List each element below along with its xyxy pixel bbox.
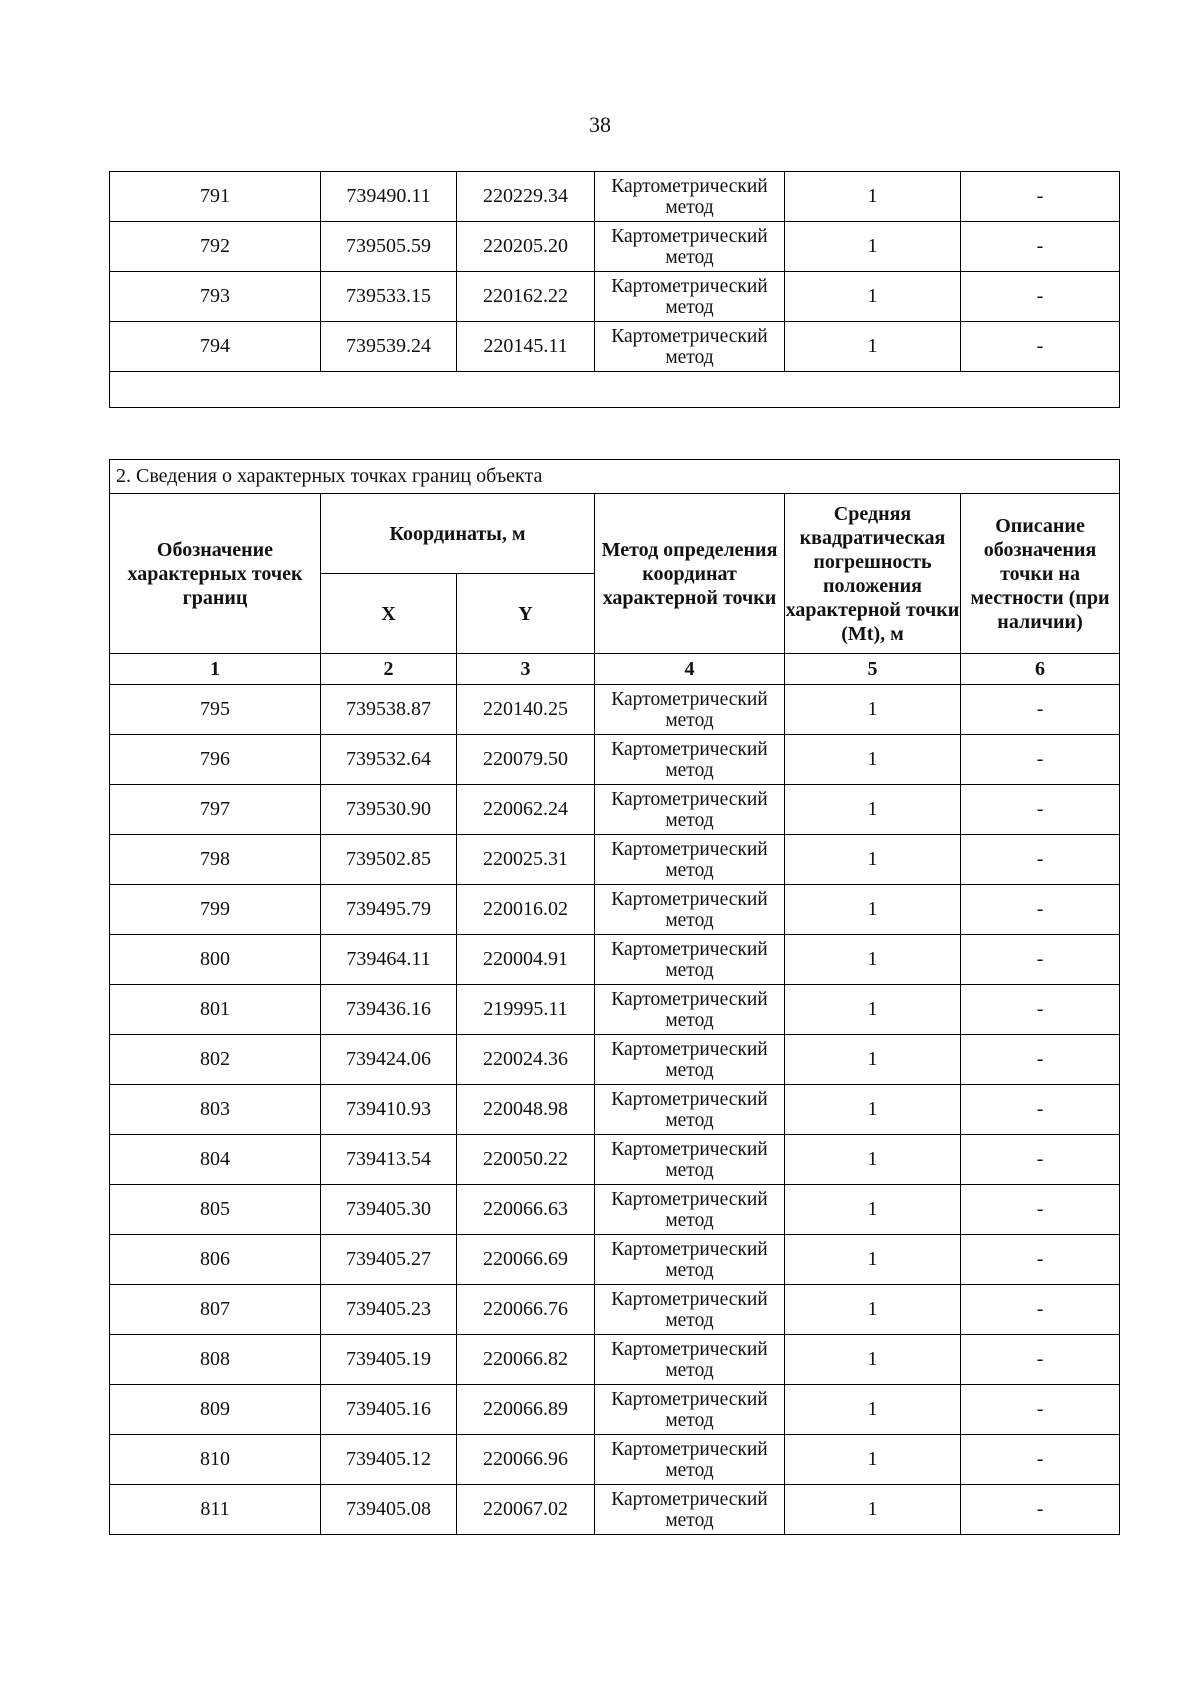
point-cell: 793: [110, 272, 321, 322]
description-cell: -: [961, 172, 1120, 222]
column-number: 6: [961, 654, 1120, 685]
x-coordinate-cell: 739464.11: [321, 935, 457, 985]
method-text: Картометрический: [611, 1088, 768, 1110]
table-row: [110, 1335, 1120, 1385]
method-text: метод: [665, 1059, 714, 1081]
method-cell: [595, 172, 785, 222]
y-coordinate-cell: 220024.36: [457, 1035, 595, 1085]
description-cell: -: [961, 735, 1120, 785]
x-coordinate-cell: 739495.79: [321, 885, 457, 935]
error-cell: 1: [785, 1185, 961, 1235]
table-row: [110, 1435, 1120, 1485]
table-caption: 2. Сведения о характерных точках границ объекта: [110, 460, 1120, 494]
method-text: метод: [665, 759, 714, 781]
method-text: Картометрический: [611, 1388, 768, 1410]
y-coordinate-cell: 220079.50: [457, 735, 595, 785]
description-cell: -: [961, 1385, 1120, 1435]
method-cell: [595, 1435, 785, 1485]
table-row: [110, 1035, 1120, 1085]
error-cell: 1: [785, 172, 961, 222]
y-coordinate-cell: 220205.20: [457, 222, 595, 272]
method-cell: [595, 272, 785, 322]
point-cell: 792: [110, 222, 321, 272]
x-coordinate-cell: 739436.16: [321, 985, 457, 1035]
method-text: метод: [665, 809, 714, 831]
y-coordinate-cell: 220016.02: [457, 885, 595, 935]
method-text: метод: [665, 959, 714, 981]
page-number: 38: [589, 112, 611, 137]
description-cell: -: [961, 1435, 1120, 1485]
method-text: Картометрический: [611, 275, 768, 297]
method-cell: [595, 835, 785, 885]
method-cell: [595, 1235, 785, 1285]
error-cell: 1: [785, 1035, 961, 1085]
column-number: 5: [785, 654, 961, 685]
point-cell: 807: [110, 1285, 321, 1335]
x-coordinate-cell: 739502.85: [321, 835, 457, 885]
x-coordinate-cell: 739530.90: [321, 785, 457, 835]
boundary-points-table-body: [110, 685, 1120, 1535]
boundary-points-table: [109, 459, 1120, 1535]
table-row: [110, 1135, 1120, 1185]
table-row: [110, 835, 1120, 885]
table-row: [110, 885, 1120, 935]
description-cell: -: [961, 1235, 1120, 1285]
point-cell: 805: [110, 1185, 321, 1235]
column-number: 4: [595, 654, 785, 685]
y-coordinate-cell: 220066.96: [457, 1435, 595, 1485]
error-cell: 1: [785, 985, 961, 1035]
method-text: метод: [665, 1359, 714, 1381]
description-cell: -: [961, 1285, 1120, 1335]
method-text: Картометрический: [611, 1038, 768, 1060]
method-text: Картометрический: [611, 888, 768, 910]
point-cell: 806: [110, 1235, 321, 1285]
method-text: метод: [665, 859, 714, 881]
method-text: Картометрический: [611, 788, 768, 810]
description-cell: -: [961, 685, 1120, 735]
error-cell: 1: [785, 1385, 961, 1435]
y-coordinate-cell: 220066.69: [457, 1235, 595, 1285]
method-text: Картометрический: [611, 1488, 768, 1510]
method-cell: [595, 1085, 785, 1135]
y-coordinate-cell: 219995.11: [457, 985, 595, 1035]
table-row: [110, 985, 1120, 1035]
y-coordinate-cell: 220162.22: [457, 272, 595, 322]
error-cell: 1: [785, 785, 961, 835]
point-cell: 796: [110, 735, 321, 785]
method-text: метод: [665, 1409, 714, 1431]
column-number: 1: [110, 654, 321, 685]
description-cell: -: [961, 785, 1120, 835]
y-coordinate-cell: 220066.63: [457, 1185, 595, 1235]
method-text: метод: [665, 1109, 714, 1131]
description-cell: -: [961, 935, 1120, 985]
method-text: метод: [665, 1209, 714, 1231]
method-cell: [595, 1185, 785, 1235]
method-cell: [595, 885, 785, 935]
method-text: метод: [665, 246, 714, 268]
error-cell: 1: [785, 1335, 961, 1385]
error-cell: 1: [785, 322, 961, 372]
x-coordinate-cell: 739532.64: [321, 735, 457, 785]
table-row: [110, 785, 1120, 835]
y-coordinate-cell: 220066.82: [457, 1335, 595, 1385]
point-cell: 797: [110, 785, 321, 835]
x-coordinate-cell: 739405.19: [321, 1335, 457, 1385]
description-cell: -: [961, 1135, 1120, 1185]
method-text: Картометрический: [611, 688, 768, 710]
method-text: Картометрический: [611, 1438, 768, 1460]
y-coordinate-cell: 220062.24: [457, 785, 595, 835]
table-row: [110, 172, 1120, 222]
y-coordinate-cell: 220050.22: [457, 1135, 595, 1185]
error-cell: 1: [785, 735, 961, 785]
method-text: Картометрический: [611, 1338, 768, 1360]
y-coordinate-cell: 220066.89: [457, 1385, 595, 1435]
table-row: [110, 1285, 1120, 1335]
description-cell: -: [961, 1185, 1120, 1235]
description-cell: -: [961, 272, 1120, 322]
point-cell: 798: [110, 835, 321, 885]
x-coordinate-cell: 739538.87: [321, 685, 457, 735]
method-cell: [595, 1335, 785, 1385]
table-row: [110, 222, 1120, 272]
column-number-row: [110, 654, 1120, 685]
x-coordinate-cell: 739539.24: [321, 322, 457, 372]
error-cell: 1: [785, 1435, 961, 1485]
method-text: метод: [665, 1509, 714, 1531]
table-caption-row: [110, 460, 1120, 494]
method-text: метод: [665, 1309, 714, 1331]
x-coordinate-cell: 739405.23: [321, 1285, 457, 1335]
method-text: метод: [665, 909, 714, 931]
method-text: Картометрический: [611, 838, 768, 860]
method-cell: [595, 685, 785, 735]
point-cell: 804: [110, 1135, 321, 1185]
table-row: [110, 735, 1120, 785]
table-row: [110, 1235, 1120, 1285]
point-cell: 791: [110, 172, 321, 222]
point-cell: 799: [110, 885, 321, 935]
column-number: 3: [457, 654, 595, 685]
error-cell: 1: [785, 1135, 961, 1185]
method-text: Картометрический: [611, 1138, 768, 1160]
column-number: 2: [321, 654, 457, 685]
header-method: Метод определения координат характерной точки: [595, 494, 785, 654]
method-text: метод: [665, 1009, 714, 1031]
description-cell: -: [961, 885, 1120, 935]
description-cell: -: [961, 1485, 1120, 1535]
method-cell: [595, 1285, 785, 1335]
x-coordinate-cell: 739413.54: [321, 1135, 457, 1185]
method-cell: [595, 1385, 785, 1435]
x-coordinate-cell: 739405.08: [321, 1485, 457, 1535]
y-coordinate-cell: 220025.31: [457, 835, 595, 885]
method-text: метод: [665, 346, 714, 368]
x-coordinate-cell: 739410.93: [321, 1085, 457, 1135]
y-coordinate-cell: 220140.25: [457, 685, 595, 735]
header-row-1: [110, 494, 1120, 574]
error-cell: 1: [785, 835, 961, 885]
error-cell: 1: [785, 222, 961, 272]
y-coordinate-cell: 220229.34: [457, 172, 595, 222]
table-row: [110, 1485, 1120, 1535]
method-text: метод: [665, 196, 714, 218]
x-coordinate-cell: 739505.59: [321, 222, 457, 272]
point-cell: 803: [110, 1085, 321, 1135]
method-cell: [595, 222, 785, 272]
method-text: Картометрический: [611, 225, 768, 247]
point-cell: 808: [110, 1335, 321, 1385]
error-cell: 1: [785, 1085, 961, 1135]
x-coordinate-cell: 739405.16: [321, 1385, 457, 1435]
header-description: Описание обозначения точки на местности (при наличии): [961, 494, 1120, 654]
point-cell: 801: [110, 985, 321, 1035]
description-cell: -: [961, 1035, 1120, 1085]
table-row: [110, 935, 1120, 985]
table-row: [110, 1085, 1120, 1135]
table-row: [110, 1385, 1120, 1435]
error-cell: 1: [785, 1235, 961, 1285]
method-text: Картометрический: [611, 1238, 768, 1260]
header-x: X: [321, 574, 457, 654]
method-cell: [595, 985, 785, 1035]
table-row: [110, 272, 1120, 322]
table-row: [110, 685, 1120, 735]
error-cell: 1: [785, 272, 961, 322]
table-row: [110, 1185, 1120, 1235]
method-cell: [595, 1485, 785, 1535]
method-cell: [595, 935, 785, 985]
blank-row: [110, 372, 1120, 408]
y-coordinate-cell: 220066.76: [457, 1285, 595, 1335]
header-coordinates: Координаты, м: [321, 494, 595, 574]
y-coordinate-cell: 220048.98: [457, 1085, 595, 1135]
y-coordinate-cell: 220004.91: [457, 935, 595, 985]
point-cell: 810: [110, 1435, 321, 1485]
error-cell: 1: [785, 1285, 961, 1335]
method-text: Картометрический: [611, 175, 768, 197]
x-coordinate-cell: 739405.30: [321, 1185, 457, 1235]
method-text: Картометрический: [611, 1288, 768, 1310]
error-cell: 1: [785, 935, 961, 985]
description-cell: -: [961, 1335, 1120, 1385]
point-cell: 809: [110, 1385, 321, 1435]
method-cell: [595, 1035, 785, 1085]
y-coordinate-cell: 220067.02: [457, 1485, 595, 1535]
x-coordinate-cell: 739405.27: [321, 1235, 457, 1285]
description-cell: -: [961, 322, 1120, 372]
point-cell: 800: [110, 935, 321, 985]
method-cell: [595, 1135, 785, 1185]
error-cell: 1: [785, 885, 961, 935]
x-coordinate-cell: 739405.12: [321, 1435, 457, 1485]
continuation-table-body: [110, 172, 1120, 408]
method-text: Картометрический: [611, 738, 768, 760]
method-text: метод: [665, 1259, 714, 1281]
header-y: Y: [457, 574, 595, 654]
x-coordinate-cell: 739490.11: [321, 172, 457, 222]
description-cell: -: [961, 1085, 1120, 1135]
description-cell: -: [961, 835, 1120, 885]
method-cell: [595, 785, 785, 835]
point-cell: 802: [110, 1035, 321, 1085]
point-cell: 794: [110, 322, 321, 372]
error-cell: 1: [785, 685, 961, 735]
header-designation: Обозначение характерных точек границ: [110, 494, 321, 654]
method-cell: [595, 735, 785, 785]
description-cell: -: [961, 985, 1120, 1035]
header-error: Средняя квадратическая погрешность положения характерной точки (Mt), м: [785, 494, 961, 654]
blank-cell: [110, 372, 1120, 408]
continuation-table: [109, 171, 1120, 408]
table-row: [110, 322, 1120, 372]
point-cell: 811: [110, 1485, 321, 1535]
error-cell: 1: [785, 1485, 961, 1535]
method-text: метод: [665, 1459, 714, 1481]
method-cell: [595, 322, 785, 372]
y-coordinate-cell: 220145.11: [457, 322, 595, 372]
method-text: метод: [665, 709, 714, 731]
x-coordinate-cell: 739424.06: [321, 1035, 457, 1085]
method-text: метод: [665, 1159, 714, 1181]
method-text: Картометрический: [611, 938, 768, 960]
point-cell: 795: [110, 685, 321, 735]
method-text: Картометрический: [611, 325, 768, 347]
method-text: Картометрический: [611, 988, 768, 1010]
x-coordinate-cell: 739533.15: [321, 272, 457, 322]
description-cell: -: [961, 222, 1120, 272]
method-text: Картометрический: [611, 1188, 768, 1210]
method-text: метод: [665, 296, 714, 318]
